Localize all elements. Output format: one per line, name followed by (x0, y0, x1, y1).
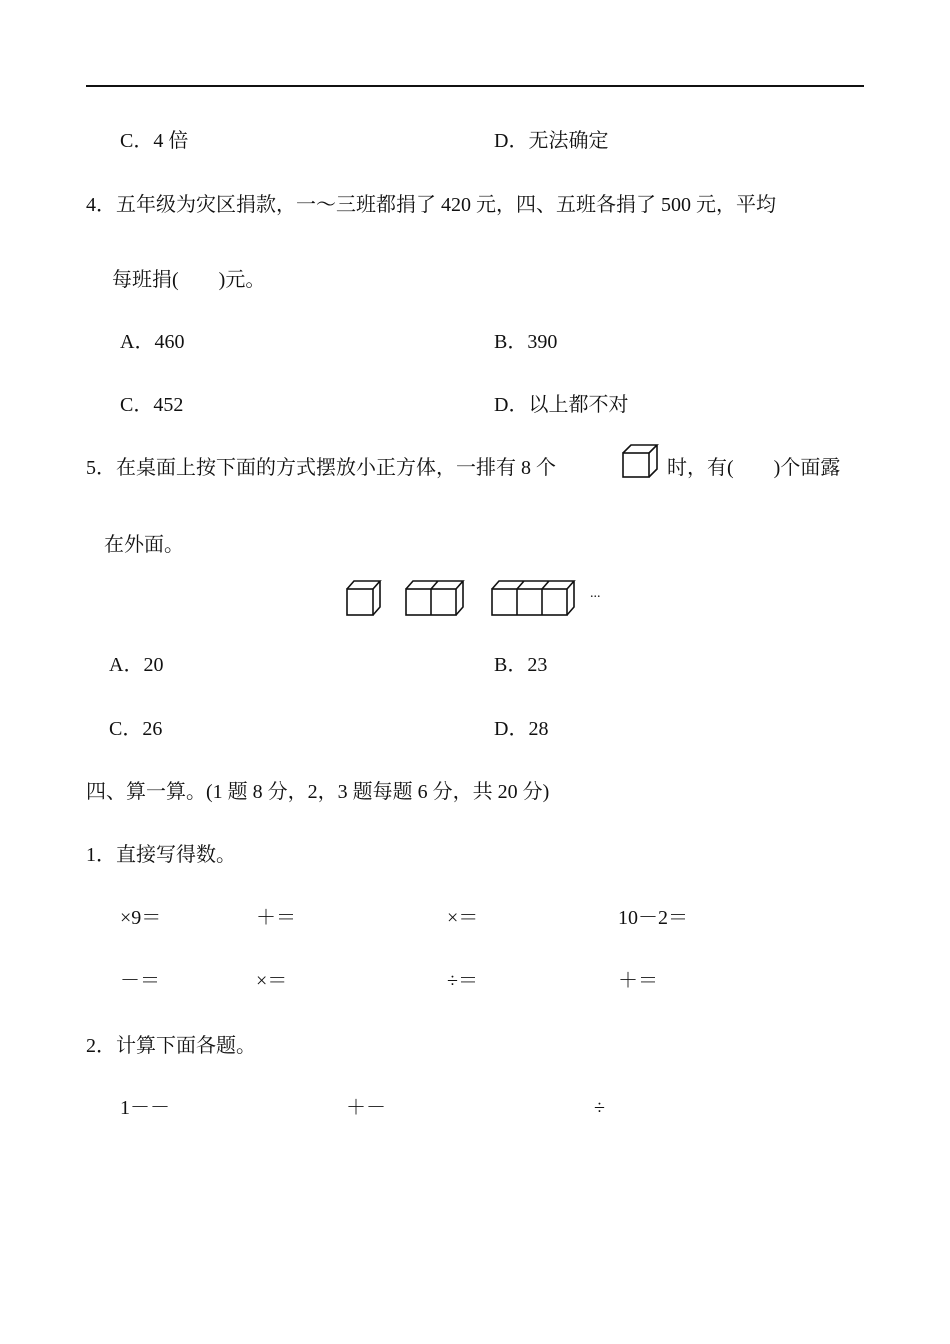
two-cubes-figure (405, 580, 465, 616)
q4-text-line1: 4．五年级为灾区捐款，一～三班都捐了 420 元，四、五班各捐了 500 元，平均 (86, 194, 776, 216)
calc-item: ÷＝ (447, 970, 478, 992)
section4-title: 四、算一算。(1 题 8 分，2，3 题每题 6 分，共 20 分) (86, 781, 550, 803)
calc-problem: ÷ (594, 1097, 605, 1119)
calc-item: －＝ (120, 970, 160, 992)
q4-option-d: D．以上都不对 (494, 394, 629, 416)
calc-item: 10－2＝ (618, 907, 688, 929)
q4-option-c: C．452 (120, 394, 184, 416)
q5-option-a: A．20 (109, 654, 164, 676)
calc-item: ＋＝ (256, 907, 296, 929)
q4-option-a: A．460 (120, 331, 185, 353)
calc-item: ＋＝ (618, 970, 658, 992)
q5-option-b: B．23 (494, 654, 548, 676)
q3-option-d: D．无法确定 (494, 130, 609, 152)
q4-text-line2: 每班捐( )元。 (112, 269, 266, 291)
header-rule (86, 85, 864, 87)
q5-option-d: D．28 (494, 718, 549, 740)
s4-q1-title: 1．直接写得数。 (86, 844, 236, 866)
q5-text-line2: 在外面。 (104, 534, 184, 556)
s4-q2-title: 2．计算下面各题。 (86, 1035, 256, 1057)
calc-item: ×＝ (256, 970, 288, 992)
three-cubes-figure (491, 580, 575, 616)
q5-option-c: C．26 (109, 718, 163, 740)
cube-icon (622, 444, 658, 478)
calc-item: ×9＝ (120, 907, 162, 929)
q3-option-c: C．4 倍 (120, 130, 189, 152)
calc-problem: 1－－ (120, 1097, 170, 1119)
q5-text-line1-post: 时，有( )个面露 (667, 457, 841, 479)
cubes-ellipsis: ... (590, 586, 601, 601)
one-cube-figure (346, 580, 382, 616)
q5-text-line1-pre: 5．在桌面上按下面的方式摆放小正方体，一排有 8 个 (86, 457, 556, 479)
calc-item: ×＝ (447, 907, 479, 929)
calc-problem: ＋－ (346, 1097, 386, 1119)
q4-option-b: B．390 (494, 331, 558, 353)
